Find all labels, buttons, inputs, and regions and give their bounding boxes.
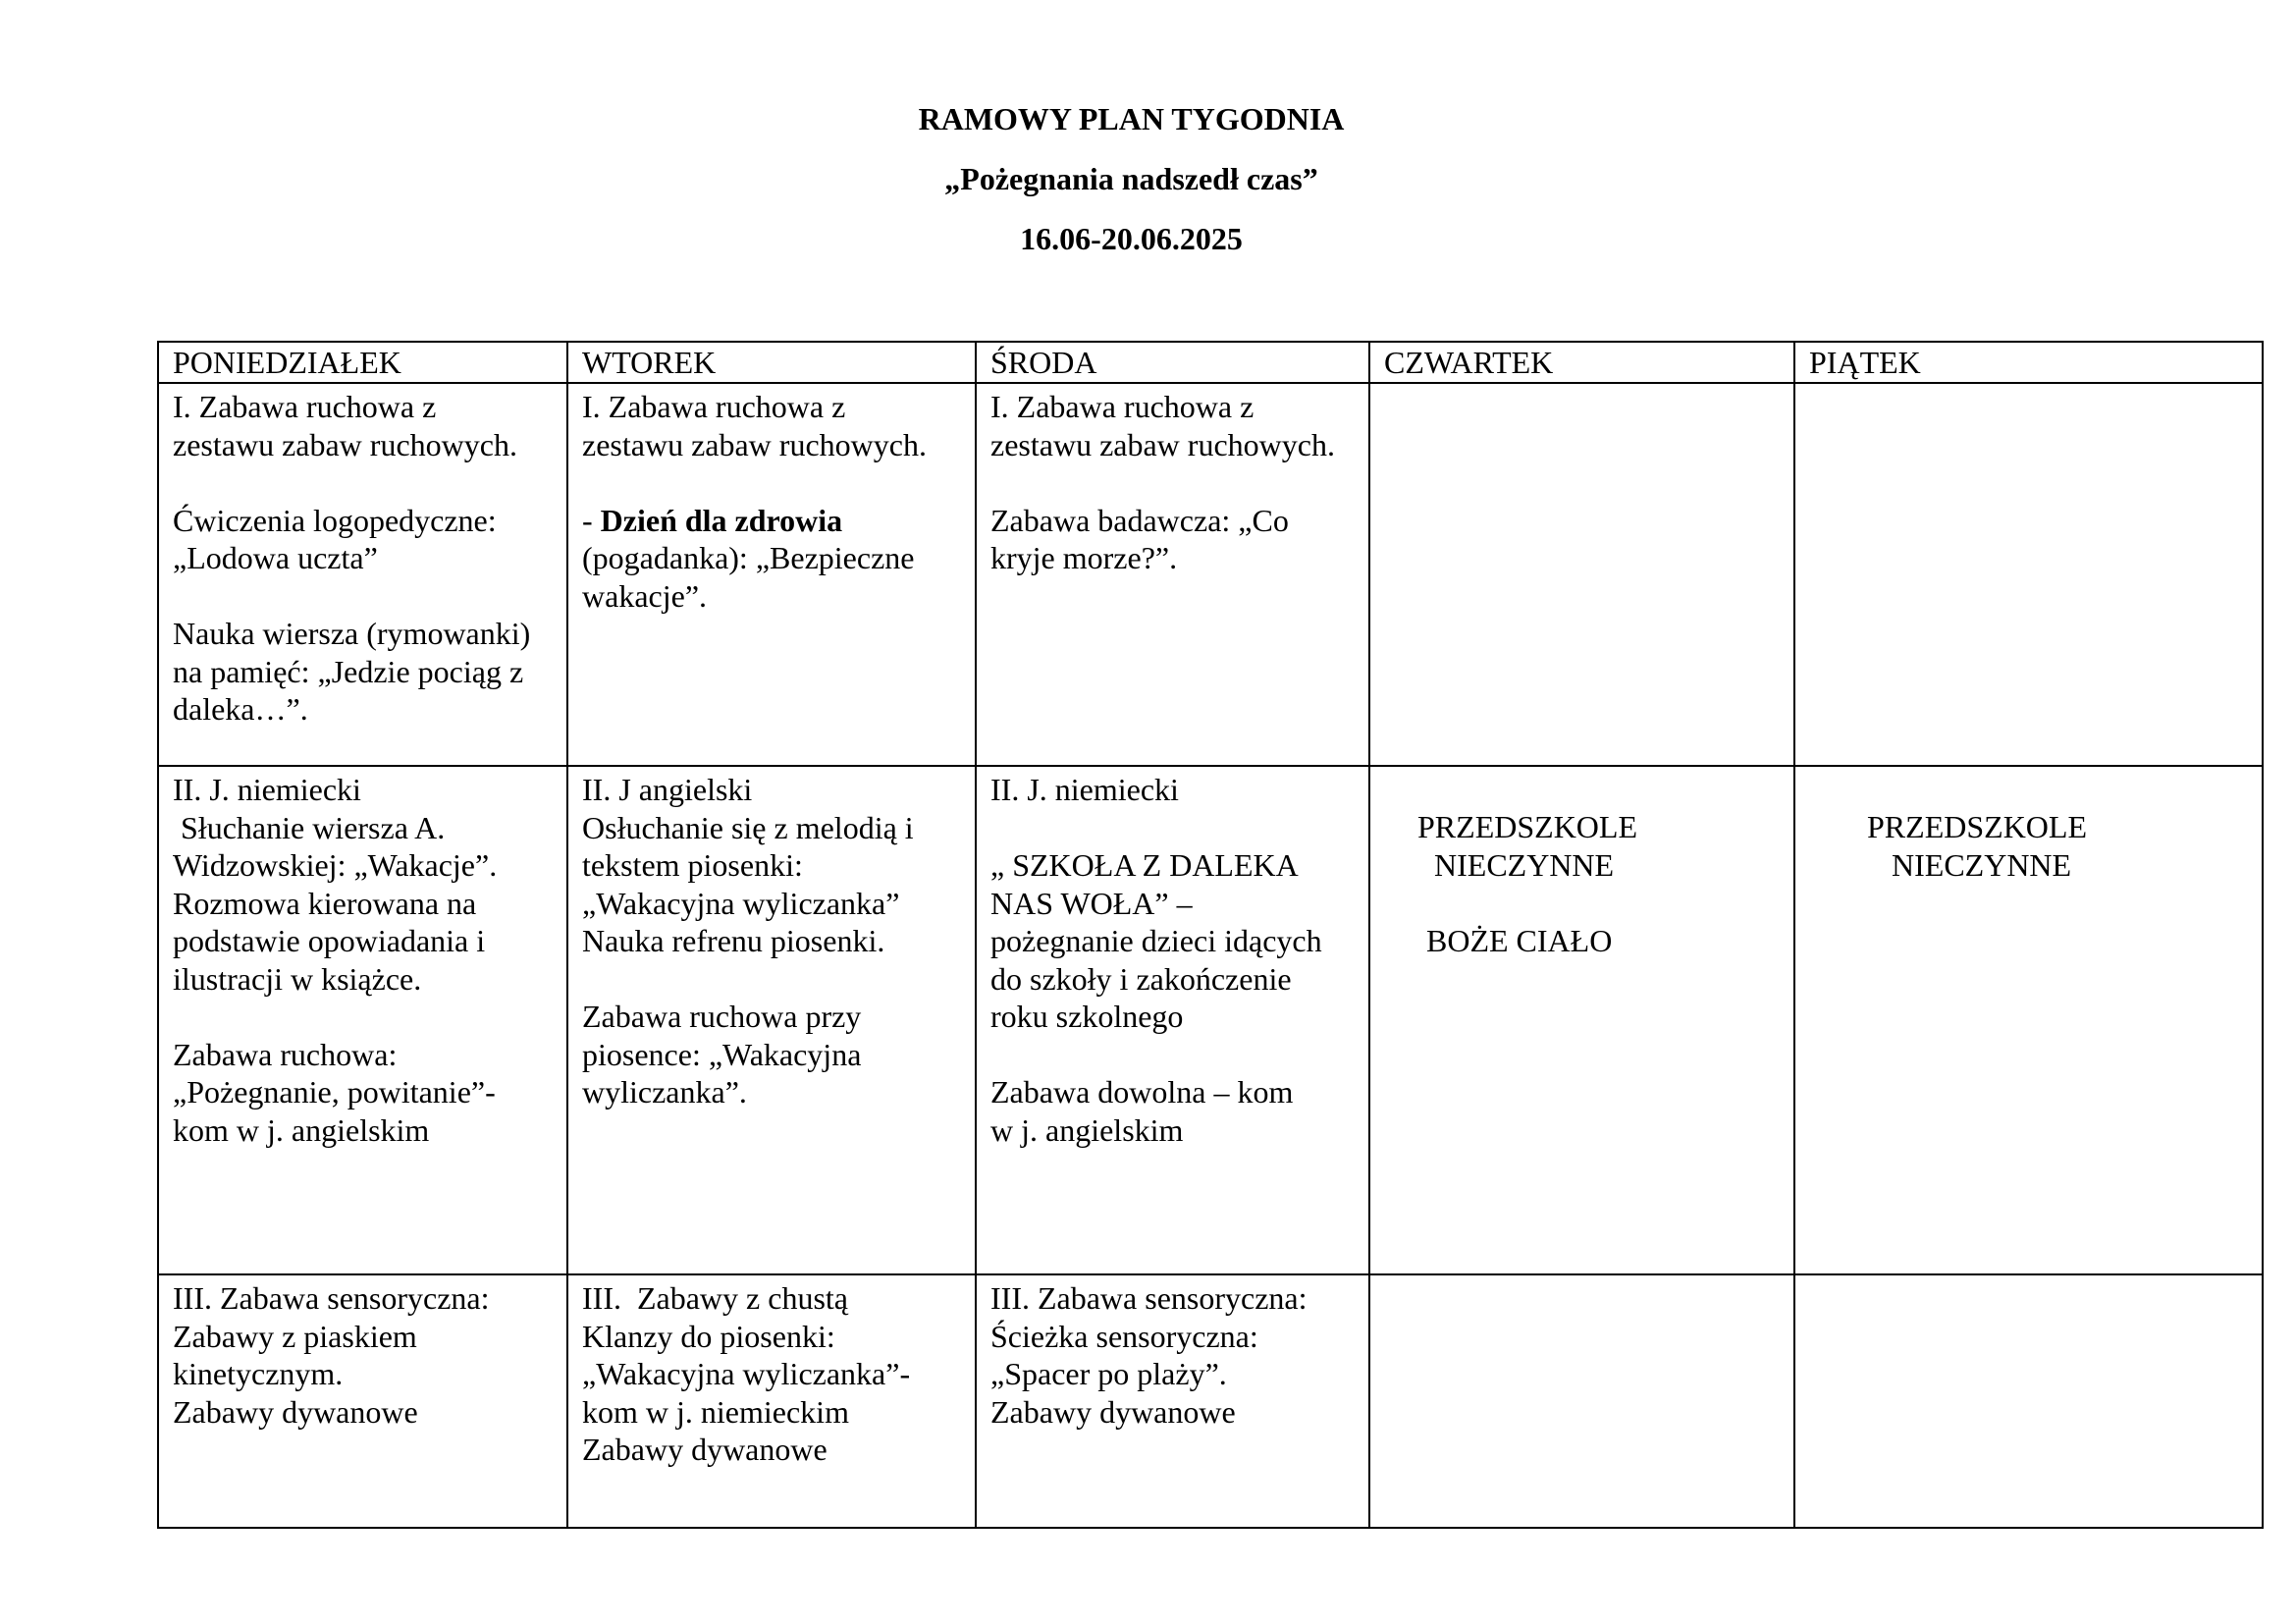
- weekly-plan-table: [157, 341, 2264, 1529]
- text-line: Słuchanie wiersza A.: [173, 809, 446, 845]
- paragraph: [582, 388, 961, 463]
- text-line: „Wakacyjna wyliczanka”: [582, 885, 900, 921]
- table-row: [158, 766, 2263, 1274]
- closed-notice-line: PRZEDSZKOLE: [1867, 809, 2087, 844]
- text-line: Nauka refrenu piosenki.: [582, 923, 885, 958]
- text-line: NAS WOŁA” –: [990, 885, 1193, 921]
- text-line: „Wakacyjna wyliczanka”-: [582, 1356, 911, 1391]
- text-line: piosence: „Wakacyjna: [582, 1036, 862, 1072]
- cell-monday-block-3: [158, 1274, 567, 1528]
- text-line: pożegnanie dzieci idących: [990, 923, 1322, 958]
- paragraph: [582, 771, 961, 960]
- text-line: III. Zabawy z chustą: [582, 1280, 848, 1316]
- text-line: w j. angielskim: [990, 1111, 1184, 1148]
- paragraph: [990, 388, 1355, 463]
- text-line: Zabawy dywanowe: [582, 1432, 828, 1467]
- text-line: Rozmowa kierowana na: [173, 885, 477, 921]
- text-line: III. Zabawa sensoryczna:: [990, 1280, 1308, 1316]
- cell-tuesday-block-2: [567, 766, 976, 1274]
- text-line: „Spacer po plaży”.: [990, 1356, 1227, 1391]
- text-line: „Lodowa uczta”: [173, 540, 378, 575]
- text-line: Zabawa ruchowa:: [173, 1036, 398, 1072]
- cell-wednesday-block-3: [976, 1274, 1369, 1528]
- text-line: II. J angielski: [582, 772, 753, 807]
- text-line: I. Zabawa ruchowa z: [582, 389, 846, 424]
- text-line: Osłuchanie się z melodią i: [582, 809, 914, 845]
- paragraph: [173, 502, 553, 577]
- text-line: ilustracji w książce.: [173, 960, 422, 997]
- cell-friday-block-2: [1794, 766, 2263, 1274]
- document-dates: 16.06-20.06.2025: [1020, 221, 1243, 256]
- paragraph: [990, 1073, 1355, 1149]
- cell-monday-block-1: [158, 383, 567, 766]
- text-line: „ SZKOŁA Z DALEKA: [990, 847, 1299, 883]
- text-line: Klanzy do piosenki:: [582, 1318, 835, 1354]
- text-line: kinetycznym.: [173, 1356, 344, 1391]
- text-line: I. Zabawa ruchowa z: [173, 389, 437, 424]
- text-line: kom w j. angielskim: [173, 1111, 430, 1148]
- column-header-tuesday: WTOREK: [567, 342, 976, 383]
- text-line: I. Zabawa ruchowa z: [990, 389, 1255, 424]
- health-day-label: Dzień dla zdrowia: [600, 502, 843, 538]
- text-line: do szkoły i zakończenie: [990, 960, 1292, 997]
- paragraph: [173, 615, 553, 729]
- text-line: II. J. niemiecki: [173, 772, 361, 807]
- table-row: [158, 1274, 2263, 1528]
- text-line: „Pożegnanie, powitanie”-: [173, 1074, 496, 1110]
- table-row: [158, 383, 2263, 766]
- cell-tuesday-block-1: [567, 383, 976, 766]
- text-line: podstawie opowiadania i: [173, 923, 486, 958]
- text-line: wyliczanka”.: [582, 1074, 747, 1110]
- paragraph: [990, 771, 1355, 809]
- text-line: II. J. niemiecki: [990, 772, 1179, 807]
- text-line: [582, 502, 961, 540]
- text-line: na pamięć: „Jedzie pociąg z: [173, 653, 524, 689]
- paragraph: [173, 1036, 553, 1150]
- paragraph: [173, 1279, 553, 1431]
- text-line: wakacje”.: [582, 577, 708, 614]
- paragraph: [990, 1279, 1355, 1431]
- closed-notice-line: NIECZYNNE: [1892, 846, 2072, 883]
- closed-notice-line: PRZEDSZKOLE: [1417, 809, 1637, 844]
- text-line: daleka…”.: [173, 691, 308, 727]
- closed-notice-line: NIECZYNNE: [1434, 846, 1615, 883]
- paragraph: [582, 1279, 961, 1469]
- text-prefix: -: [582, 502, 601, 538]
- text-line: Zabawa ruchowa przy: [582, 999, 862, 1034]
- text-line: kryje morze?”.: [990, 540, 1178, 575]
- cell-thursday-block-3: [1369, 1274, 1794, 1528]
- paragraph: [173, 771, 553, 998]
- table-header-row: [158, 342, 2263, 383]
- text-line: (pogadanka): „Bezpieczne: [582, 540, 915, 575]
- column-header-monday: PONIEDZIAŁEK: [158, 342, 567, 383]
- text-line: Widzowskiej: „Wakacje”.: [173, 847, 498, 883]
- paragraph: [582, 502, 961, 616]
- paragraph: [990, 846, 1355, 1036]
- text-line: Zabawy dywanowe: [173, 1393, 418, 1430]
- text-line: Ścieżka sensoryczna:: [990, 1318, 1258, 1354]
- column-header-thursday: CZWARTEK: [1369, 342, 1794, 383]
- text-line: tekstem piosenki:: [582, 847, 803, 883]
- text-line: Ćwiczenia logopedyczne:: [173, 502, 497, 538]
- column-header-friday: PIĄTEK: [1794, 342, 2263, 383]
- text-line: Zabawa badawcza: „Co: [990, 502, 1289, 538]
- cell-thursday-block-1: [1369, 383, 1794, 766]
- cell-friday-block-1: [1794, 383, 2263, 766]
- cell-thursday-block-2: [1369, 766, 1794, 1274]
- text-line: III. Zabawa sensoryczna:: [173, 1280, 490, 1316]
- text-line: Zabawy dywanowe: [990, 1393, 1236, 1430]
- column-header-wednesday: ŚRODA: [976, 342, 1369, 383]
- cell-wednesday-block-2: [976, 766, 1369, 1274]
- closed-notice: [1384, 808, 1780, 959]
- cell-wednesday-block-1: [976, 383, 1369, 766]
- document-title: RAMOWY PLAN TYGODNIA: [918, 101, 1345, 136]
- closed-notice: [1809, 808, 2248, 884]
- paragraph: [173, 388, 553, 463]
- text-line: Zabawy z piaskiem: [173, 1318, 417, 1354]
- cell-monday-block-2: [158, 766, 567, 1274]
- paragraph: [990, 502, 1355, 577]
- holiday-label: BOŻE CIAŁO: [1426, 922, 1613, 958]
- text-line: Zabawa dowolna – kom: [990, 1074, 1294, 1110]
- text-line: zestawu zabaw ruchowych.: [990, 426, 1335, 462]
- cell-friday-block-3: [1794, 1274, 2263, 1528]
- document-subtitle: „Pożegnania nadszedł czas”: [944, 161, 1318, 196]
- text-line: kom w j. niemieckim: [582, 1393, 849, 1430]
- paragraph: [582, 998, 961, 1111]
- cell-tuesday-block-3: [567, 1274, 976, 1528]
- text-line: Nauka wiersza (rymowanki): [173, 616, 531, 651]
- text-line: zestawu zabaw ruchowych.: [173, 426, 517, 462]
- text-line: roku szkolnego: [990, 999, 1184, 1034]
- text-line: zestawu zabaw ruchowych.: [582, 426, 927, 462]
